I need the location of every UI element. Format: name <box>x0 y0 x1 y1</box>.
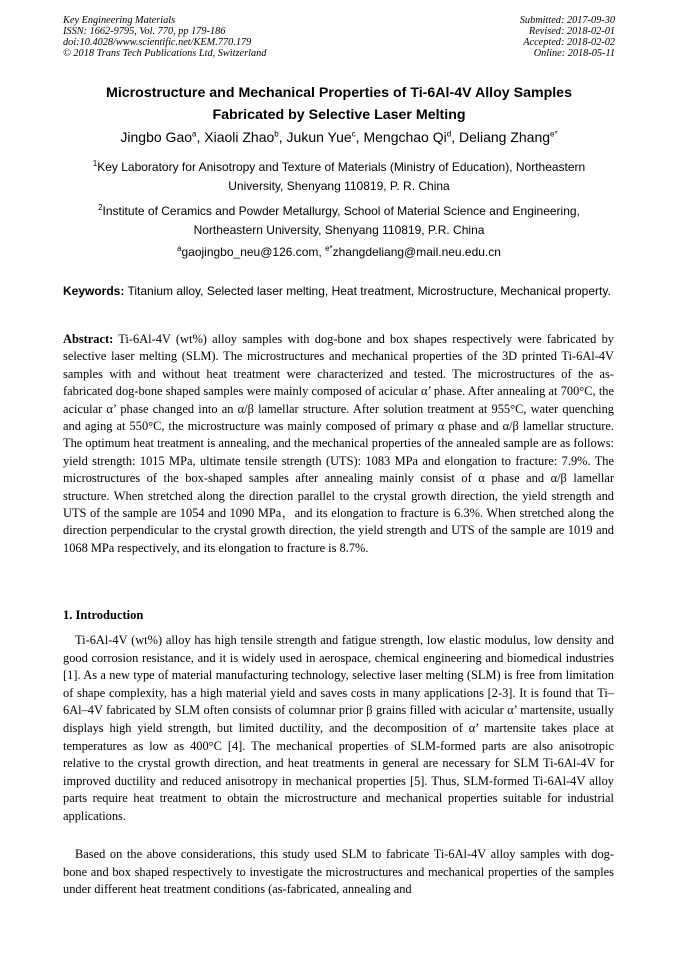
email-address: zhangdeliang@mail.neu.edu.cn <box>332 245 501 259</box>
author-sup: a <box>192 129 197 139</box>
journal-issn: ISSN: 1662-9795, Vol. 770, pp 179-186 <box>63 26 226 37</box>
author-sep: , <box>355 129 364 145</box>
author-sep: , <box>196 129 205 145</box>
affiliation-text: Northeastern University, Shenyang 110819, P.R. China <box>193 223 485 237</box>
affiliation-number: 2 <box>98 203 103 212</box>
date-online: Online: 2018-05-11 <box>533 48 615 59</box>
email-line <box>40 243 638 261</box>
author-sep: , <box>278 129 287 145</box>
affiliation-text: Institute of Ceramics and Powder Metallurgy, School of Material Science and Engineering, <box>102 204 580 218</box>
author-name: Mengchao Qi <box>363 129 447 145</box>
author-sup: d <box>446 129 452 139</box>
author-name: Deliang Zhang <box>458 129 551 145</box>
title-line-1: Microstructure and Mechanical Properties of Ti-6Al-4V Alloy Samples <box>106 85 572 101</box>
journal-copyright: © 2018 Trans Tech Publications Ltd, Switzerland <box>63 48 267 59</box>
email-sup: e* <box>325 244 333 253</box>
abstract <box>63 331 614 557</box>
paper-title <box>40 82 638 126</box>
keywords <box>63 282 614 300</box>
author-sep: , <box>451 129 459 145</box>
journal-doi: doi:10.4028/www.scientific.net/KEM.770.179 <box>63 37 252 48</box>
date-submitted: Submitted: 2017-09-30 <box>519 15 615 26</box>
journal-name: Key Engineering Materials <box>63 15 176 26</box>
intro-paragraph-1: Ti-6Al-4V (wt%) alloy has high tensile strength and fatigue strength, low elastic modulus, low density and good corrosion resistance, and it is widely used in aerospace, chemical engineering and biomedical industries [1]. As a new type of material manufacturing technology, selective laser melting (SLM) is free from limitation of shape complexity, has a high material yield and saves costs in many applications [2-3]. It is found that Ti–6Al–4V fabricated by SLM often consists of columnar prior β grains filled with acicular α’ martensite, usually displays high yield strength, but limited ductility, and the decomposition of α’ martensite takes place at temperatures as low as 400°C [4]. The mechanical properties of SLM-formed parts are also anisotropic relative to the crystal growth direction, and heat treatments in general are necessary for SLM Ti-6Al-4V for improved ductility and reduced anisotropy in mechanical properties [5]. Thus, SLM-formed Ti-6Al-4V alloy parts require heat treatment to obtain the microstructure and mechanical properties suitable for industrial applications. <box>63 633 614 823</box>
affiliation-text: University, Shenyang 110819, P. R. China <box>228 179 450 193</box>
section-heading: 1. Introduction <box>63 608 144 622</box>
author-sup: c <box>351 129 356 139</box>
email-address: gaojingbo_neu@126.com, <box>181 245 326 259</box>
affiliation-2 <box>40 202 638 240</box>
affiliation-1 <box>40 158 638 196</box>
author-name: Xiaoli Zhao <box>204 129 275 145</box>
journal-info <box>63 15 266 59</box>
keywords-label: Keywords: <box>63 284 125 298</box>
author-name: Jukun Yue <box>286 129 352 145</box>
keywords-text: Titanium alloy, Selected laser melting, Heat treatment, Microstructure, Mechanical property. <box>124 284 611 298</box>
abstract-text: Ti-6Al-4V (wt%) alloy samples with dog-bone and box shapes respectively were fabricated by selective laser melting (SLM). The microstructures and mechanical properties of the 3D printed Ti-6Al-4V samples with and without heat treatment were characterized and tested. The microstructures of the as-fabricated dog-bone shaped samples were mainly composed of acicular α’ phase. After annealing at 700°C, the acicular α’ phase changed into an α/β lamellar structure. After solution treatment at 955°C, water quenching and aging at 550°C, the microstructure was mainly composed of primary α phase and α/β lamellar structure. The optimum heat treatment is annealing, and the mechanical properties of the annealed sample are as follows: yield strength: 1015 MPa, ultimate tensile strength (UTS): 1083 MPa and elongation to fracture: 7.9%. The microstructures of the box-shaped samples after annealing mainly consist of α phase and α/β lamellar structure. When stretched along the direction parallel to the crystal growth direction, the yield strength and UTS of the sample are 1054 and 1090 MPa，and its elongation to fracture is 6.3%. When stretched along the direction perpendicular to the crystal growth direction, the yield strength and UTS of the sample are 1019 and 1068 MPa respectively, and its elongation to fracture is 8.7%. <box>63 332 614 555</box>
email-sup: a <box>177 244 182 253</box>
title-line-2: Fabricated by Selective Laser Melting <box>212 107 466 123</box>
author-name: Jingbo Gao <box>120 129 193 145</box>
affiliation-text: Key Laboratory for Anisotropy and Texture of Materials (Ministry of Education), Northeastern <box>97 160 586 174</box>
author-sup: e* <box>550 129 558 139</box>
affiliation-number: 1 <box>92 159 98 168</box>
submission-dates <box>520 15 615 59</box>
intro-paragraph-2: Based on the above considerations, this study used SLM to fabricate Ti-6Al-4V alloy samples with dog-bone and box shaped respectively to investigate the microstructures and mechanical properties of the samples under different heat treatment conditions (as-fabricated, annealing and <box>63 847 614 897</box>
date-accepted: Accepted: 2018-02-02 <box>523 37 615 48</box>
author-sup: b <box>274 129 279 139</box>
abstract-label: Abstract: <box>63 332 114 346</box>
author-list <box>40 128 638 146</box>
date-revised: Revised: 2018-02-01 <box>528 26 615 37</box>
